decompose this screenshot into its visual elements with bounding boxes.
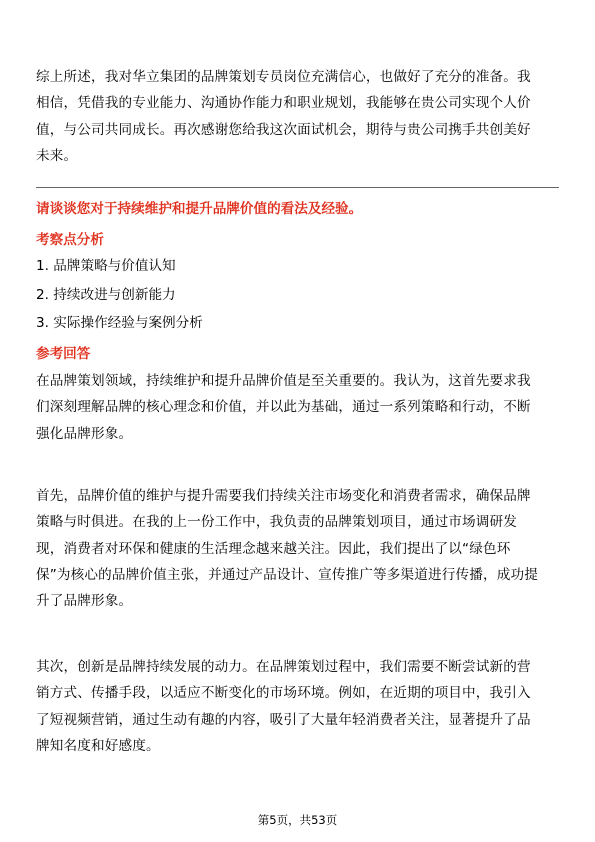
answer-paragraph-3: 其次，创新是品牌持续发展的动力。在品牌策划过程中，我们需要不断尝试新的营 销方式、传播手段，以适应不断变化的市场环境。例如，在近期的项目中，我引入 了短视频营销，通过生动有趣的内容，吸引了大量年轻消费者关注，显著提升了品 牌知名度和好感度。 — [36, 659, 531, 754]
question-heading: 请谈谈您对于持续维护和提升品牌价值的看法及经验。 — [36, 201, 363, 217]
answer-paragraph-1: 在品牌策划领域，持续维护和提升品牌价值是至关重要的。我认为，这首先要求我 们深刻理解品牌的核心理念和价值，并以此为基础，通过一系列策略和行动，不断 强化品牌形象。 — [36, 373, 531, 442]
intro-paragraph: 综上所述，我对华立集团的品牌策划专员岗位充满信心，也做好了充分的准备。我 相信，凭借我的专业能力、沟通协作能力和职业规划，我能够在贵公司实现个人价 值，与公司共同成长。再次感谢您给我这次面试机会，期待与贵公司携手共创美好 未来。 — [36, 69, 531, 164]
answer-heading: 参考回答 — [36, 346, 91, 362]
answer-paragraph-2: 首先，品牌价值的维护与提升需要我们持续关注市场变化和消费者需求，确保品牌 策略与时俱进。在我的上一份工作中，我负责的品牌策划项目，通过市场调研发 现，消费者对环保和健康的生活理念越来越关注。因此，我们提出了以“绿色环 保”为核心的品牌价值主张，并通过产品设计、宣传推广等多渠道进行传播，成功提 升了品牌形象。 — [36, 488, 538, 610]
page-number: 第5页，共53页 — [257, 813, 338, 827]
analysis-item-1: 1. 品牌策略与价值认知 — [36, 258, 176, 274]
section-divider — [36, 187, 559, 188]
analysis-heading: 考察点分析 — [36, 232, 104, 248]
analysis-item-2: 2. 持续改进与创新能力 — [36, 287, 176, 303]
analysis-item-3: 3. 实际操作经验与案例分析 — [36, 315, 203, 331]
